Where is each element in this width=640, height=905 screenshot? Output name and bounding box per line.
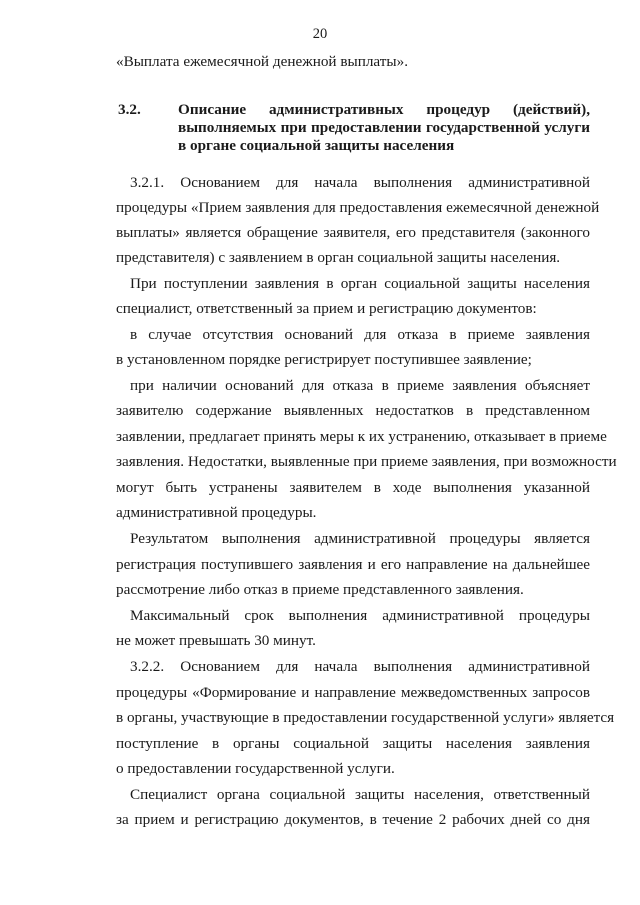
text-line: представителя) с заявлением в орган социальной защиты населения. (116, 249, 561, 266)
text-line: Максимальный срок выполнения административной процедуры (130, 607, 590, 624)
section-title-line-3: в органе социальной защиты населения (178, 137, 455, 154)
text-line: 3.2.2. Основанием для начала выполнения административной (130, 658, 590, 675)
text-line: процедуры «Прием заявления для предоставления ежемесячной денежной (116, 199, 600, 216)
page-number: 20 (312, 26, 328, 42)
section-title-line-2: выполняемых при предоставлении государственной услуги (178, 119, 590, 136)
text-line: административной процедуры. (116, 504, 317, 521)
text-line: заявителю содержание выявленных недостатков в представленном (116, 402, 590, 419)
section-title-line-1: Описание административных процедур (действий), (178, 101, 590, 118)
text-line: заявлении, предлагает принять меры к их устранению, отказывает в приеме (116, 428, 607, 445)
text-line: в органы, участвующие в предоставлении государственной услуги» является (116, 709, 615, 726)
text-line: рассмотрение либо отказ в приеме представленного заявления. (116, 581, 524, 598)
section-number: 3.2. (118, 101, 141, 118)
text-line: Результатом выполнения административной процедуры является (130, 530, 590, 547)
text-line: в установленном порядке регистрирует поступившее заявление; (116, 351, 532, 368)
text-line: при наличии оснований для отказа в приеме заявления объясняет (130, 377, 590, 394)
text-line: за прием и регистрацию документов, в течение 2 рабочих дней со дня (116, 811, 590, 828)
text-line: регистрация поступившего заявления и его направление на дальнейшее (116, 556, 590, 573)
text-line: могут быть устранены заявителем в ходе выполнения указанной (116, 479, 590, 496)
text-line: о предоставлении государственной услуги. (116, 760, 395, 777)
text-line: выплаты» является обращение заявителя, его представителя (законного (116, 224, 590, 241)
text-line: не может превышать 30 минут. (116, 632, 316, 649)
text-line: При поступлении заявления в орган социальной защиты населения (130, 275, 590, 292)
text-line: в случае отсутствия оснований для отказа в приеме заявления (130, 326, 590, 343)
text-line: специалист, ответственный за прием и регистрацию документов: (116, 300, 537, 317)
text-line: заявления. Недостатки, выявленные при приеме заявления, при возможности (116, 453, 617, 470)
text-line: поступление в органы социальной защиты населения заявления (116, 735, 590, 752)
text-line: процедуры «Формирование и направление межведомственных запросов (116, 684, 590, 701)
text-line: Специалист органа социальной защиты населения, ответственный (130, 786, 590, 803)
intro-line: «Выплата ежемесячной денежной выплаты». (116, 53, 408, 70)
text-line: 3.2.1. Основанием для начала выполнения административной (130, 174, 590, 191)
